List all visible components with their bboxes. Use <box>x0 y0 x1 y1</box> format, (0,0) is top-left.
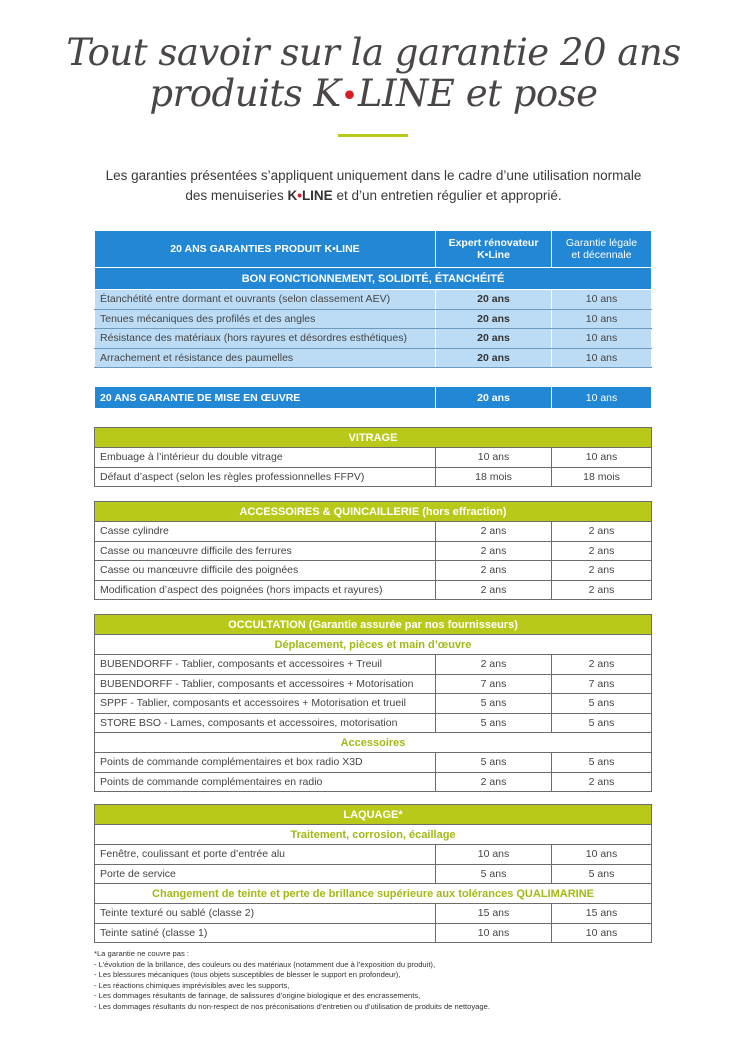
accessoires-table <box>94 501 652 600</box>
row-expert-value: 2 ans <box>436 541 552 561</box>
section-header-row <box>95 615 652 635</box>
brand-dot: • <box>340 79 358 114</box>
row-label: Teinte texturé ou sablé (classe 2) <box>95 904 436 924</box>
produit-warranty-table <box>94 230 652 368</box>
row-expert-value: 20 ans <box>436 387 552 409</box>
row-legale-value: 10 ans <box>552 923 652 943</box>
subsection-title: Changement de teinte et perte de brillance supérieure aux tolérances QUALIMARINE <box>95 884 652 904</box>
table-row <box>95 713 652 733</box>
row-label: Casse ou manœuvre difficile des ferrures <box>95 541 436 561</box>
row-legale-value: 10 ans <box>552 448 652 468</box>
subsection-row <box>95 884 652 904</box>
row-legale-value: 5 ans <box>552 713 652 733</box>
intro-line-2-start: des menuiseries <box>185 188 288 203</box>
footnote-line: - Les blessures mécaniques (tous objets susceptibles de blesser le support en profondeur), <box>94 970 401 980</box>
subsection-row <box>95 733 652 753</box>
table-row <box>95 864 652 884</box>
footnote-line: *La garantie ne couvre pas : <box>94 949 189 958</box>
row-legale-value: 18 mois <box>552 467 652 487</box>
row-label: Casse cylindre <box>95 522 436 542</box>
vitrage-table <box>94 427 652 487</box>
row-legale-value: 2 ans <box>552 561 652 581</box>
row-label: Tenues mécaniques des profilés et des angles <box>95 309 436 329</box>
intro-text <box>60 166 687 206</box>
row-expert-value: 15 ans <box>436 904 552 924</box>
section-title: LAQUAGE* <box>95 805 652 825</box>
brand-name <box>287 188 332 203</box>
footnote-line: - L’évolution de la brillance, des couleurs ou des matériaux (notamment due à l’exposition du produit), <box>94 959 436 969</box>
row-label: Porte de service <box>95 864 436 884</box>
table-row <box>95 674 652 694</box>
occultation-table <box>94 614 652 792</box>
mise-en-oeuvre-table <box>94 386 652 409</box>
table-row <box>95 522 652 542</box>
row-expert-value: 5 ans <box>436 694 552 714</box>
section-header-row <box>95 268 652 290</box>
laquage-table <box>94 804 652 943</box>
row-label: BUBENDORFF - Tablier, composants et accessoires + Treuil <box>95 655 436 675</box>
table-row <box>95 448 652 468</box>
footnote-line: - Les dommages résultants de farinage, de salissures d’origine biologique et des encrassements, <box>94 991 421 1001</box>
subsection-row <box>95 635 652 655</box>
row-expert-value: 2 ans <box>436 580 552 600</box>
row-expert-value: 10 ans <box>436 923 552 943</box>
footnotes <box>94 949 674 1013</box>
header-legale <box>552 231 652 268</box>
row-expert-value: 20 ans <box>436 329 552 349</box>
row-expert-value: 7 ans <box>436 674 552 694</box>
row-legale-value: 15 ans <box>552 904 652 924</box>
table-row <box>95 541 652 561</box>
section-header-row <box>95 805 652 825</box>
page-title <box>0 32 747 117</box>
title-line-1: Tout savoir sur la garantie 20 ans <box>66 31 681 74</box>
title-line-2-end: LINE et pose <box>357 72 598 115</box>
table-row <box>95 904 652 924</box>
row-legale-value: 5 ans <box>552 694 652 714</box>
table-row <box>95 309 652 329</box>
row-legale-value: 2 ans <box>552 541 652 561</box>
row-label: Arrachement et résistance des paumelles <box>95 348 436 368</box>
brand-dot: • <box>297 188 302 203</box>
row-legale-value: 10 ans <box>552 348 652 368</box>
header-legale-line-1: Garantie légale <box>565 237 638 249</box>
row-legale-value: 2 ans <box>552 580 652 600</box>
row-expert-value: 10 ans <box>436 448 552 468</box>
intro-line-1: Les garanties présentées s’appliquent uniquement dans le cadre d’une utilisation normale <box>105 168 642 183</box>
row-label: Teinte satiné (classe 1) <box>95 923 436 943</box>
section-title: OCCULTATION (Garantie assurée par nos fournisseurs) <box>95 615 652 635</box>
table-row <box>95 694 652 714</box>
subsection-row <box>95 825 652 845</box>
section-header-row <box>95 428 652 448</box>
title-line-2 <box>0 73 747 117</box>
row-label: SPPF - Tablier, composants et accessoires + Motorisation et trueil <box>95 694 436 714</box>
table-row <box>95 753 652 773</box>
row-label: Fenêtre, coulissant et porte d’entrée alu <box>95 845 436 865</box>
row-label: Points de commande complémentaires en radio <box>95 772 436 792</box>
row-label: Défaut d’aspect (selon les règles professionnelles FFPV) <box>95 467 436 487</box>
header-expert-line-2: K•Line <box>477 249 510 261</box>
row-legale-value: 5 ans <box>552 753 652 773</box>
footnote-line: - Les dommages résultants du non-respect de nos préconisations d’entretien ou d’utilisation de produits de nettoyage. <box>94 1001 490 1011</box>
section-title: ACCESSOIRES & QUINCAILLERIE (hors effraction) <box>95 502 652 522</box>
row-expert-value: 20 ans <box>436 309 552 329</box>
table-row <box>95 772 652 792</box>
row-label: Étanchétité entre dormant et ouvrants (selon classement AEV) <box>95 290 436 310</box>
row-label: Embuage à l’intérieur du double vitrage <box>95 448 436 468</box>
table-row <box>95 387 652 409</box>
table-row <box>95 580 652 600</box>
row-legale-value: 10 ans <box>552 387 652 409</box>
intro-line-2 <box>60 186 687 206</box>
row-legale-value: 2 ans <box>552 655 652 675</box>
subsection-title: Déplacement, pièces et main d’œuvre <box>95 635 652 655</box>
row-legale-value: 7 ans <box>552 674 652 694</box>
row-label: 20 ANS GARANTIE DE MISE EN ŒUVRE <box>95 387 436 409</box>
row-expert-value: 2 ans <box>436 772 552 792</box>
table-row <box>95 561 652 581</box>
row-expert-value: 20 ans <box>436 348 552 368</box>
row-label: Résistance des matériaux (hors rayures et désordres esthétiques) <box>95 329 436 349</box>
intro-line-2-end: et d’un entretien régulier et approprié. <box>332 188 562 203</box>
row-label: STORE BSO - Lames, composants et accessoires, motorisation <box>95 713 436 733</box>
row-label: Modification d’aspect des poignées (hors impacts et rayures) <box>95 580 436 600</box>
row-expert-value: 5 ans <box>436 753 552 773</box>
row-legale-value: 10 ans <box>552 845 652 865</box>
brand-line: LINE <box>301 188 333 203</box>
title-line-2-start: produits K <box>149 72 341 115</box>
header-expert-line-1: Expert rénovateur <box>448 237 539 249</box>
section-title: VITRAGE <box>95 428 652 448</box>
row-expert-value: 2 ans <box>436 522 552 542</box>
table-row <box>95 467 652 487</box>
row-legale-value: 10 ans <box>552 329 652 349</box>
row-expert-value: 5 ans <box>436 713 552 733</box>
row-expert-value: 2 ans <box>436 561 552 581</box>
section-title: BON FONCTIONNEMENT, SOLIDITÉ, ÉTANCHÉITÉ <box>95 268 652 290</box>
table-row <box>95 348 652 368</box>
title-underline <box>338 134 408 137</box>
brand-k: K <box>287 188 298 203</box>
row-label: Casse ou manœuvre difficile des poignées <box>95 561 436 581</box>
row-legale-value: 10 ans <box>552 309 652 329</box>
row-expert-value: 18 mois <box>436 467 552 487</box>
section-header-row <box>95 502 652 522</box>
row-expert-value: 2 ans <box>436 655 552 675</box>
row-expert-value: 20 ans <box>436 290 552 310</box>
row-legale-value: 5 ans <box>552 864 652 884</box>
row-expert-value: 5 ans <box>436 864 552 884</box>
table-row <box>95 329 652 349</box>
row-label: BUBENDORFF - Tablier, composants et accessoires + Motorisation <box>95 674 436 694</box>
table-row <box>95 845 652 865</box>
row-legale-value: 2 ans <box>552 522 652 542</box>
table-row <box>95 923 652 943</box>
table-row <box>95 655 652 675</box>
row-legale-value: 2 ans <box>552 772 652 792</box>
table-row <box>95 290 652 310</box>
subsection-title: Traitement, corrosion, écaillage <box>95 825 652 845</box>
header-produit: 20 ANS GARANTIES PRODUIT K•LINE <box>95 231 436 268</box>
header-legale-line-2: et décennale <box>571 249 632 261</box>
row-label: Points de commande complémentaires et box radio X3D <box>95 753 436 773</box>
header-expert <box>436 231 552 268</box>
row-expert-value: 10 ans <box>436 845 552 865</box>
table-header-row <box>95 231 652 268</box>
footnote-line: - Les réactions chimiques imprévisibles avec les supports, <box>94 980 290 990</box>
row-legale-value: 10 ans <box>552 290 652 310</box>
subsection-title: Accessoires <box>95 733 652 753</box>
